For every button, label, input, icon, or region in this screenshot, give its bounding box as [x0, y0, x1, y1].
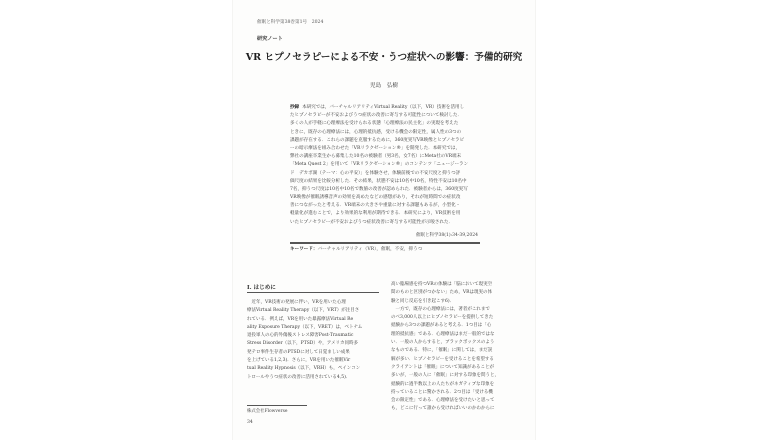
abstract-text: 本研究では，バーチャルリアリティVirtual Reality（以下，VR）技術を活用し [302, 105, 465, 110]
body-line: 療法Virtual Reality Therapy（以下，VRT）が注目さ [247, 308, 360, 314]
body-line: 持っていることに驚かされる．2つ目は「受ける機 [391, 389, 493, 395]
keywords-label: キーワード： [290, 247, 318, 252]
body-line: 験と同じ反応を引き起こす6)． [391, 298, 455, 304]
body-line: クライアントは「催眠」について知識があることが [391, 364, 494, 370]
abstract-line: たヒプノセラピーが不安およびうつ症状の改善に寄与する可能性について検討した． [290, 113, 463, 119]
abstract [290, 104, 478, 227]
article-title: VR ヒプノセラピーによる不安・うつ症状への影響：予備的研究 [245, 52, 523, 63]
body-line: を上げている1,2,3)．さらに，VRを用いた催眠Vir [247, 358, 351, 364]
abstract-line: いたヒプノセラピーが不安およびうつ症状改善に寄与する可能性が示唆された． [290, 219, 454, 225]
body-line: 高い臨場感を持つVRの体験は「脳において現実空 [391, 282, 493, 287]
abstract-line: 課題が存在する．これらの課題を克服するために，360度実写VR映像とヒプノセラピ [290, 137, 465, 143]
abstract-line: 価尺度の結果を比較分析した．その結果，状態不安は10名中10名，特性不安は10名中 [290, 178, 467, 184]
abstract-line: 7名，抑うつ尺度は10名中10名で数値の改善が認められた．被験者からは，360度実写 [290, 186, 468, 192]
body-line: 発テロ事件生存者のPTSDに対して日覚ましい成果 [247, 349, 350, 355]
body-line: い．一般の人からすると，ブラックボックスのよう [391, 340, 495, 346]
abstract-line: ド デカポ湖（テーマ：心の平安）」を体験させ，体験前後での不安尺度と抑うつ評 [290, 170, 461, 176]
body-line: 多いが，一般の人に「催眠」に対する印象を問うと， [391, 373, 499, 379]
body-line: なものである．特に，「催眠」に関しては，まだ誤 [391, 348, 493, 354]
body-line: 間のものと区別がつかない」ため，VRは現実の体 [391, 290, 492, 296]
abstract-line: 多くの人が手軽に心理療法を受けられる状態「心理療法の民主化」の実現を考えた [290, 121, 459, 127]
body-line: ality Exposure Therapy（以下，VRET）は，ベトナム [247, 324, 363, 330]
body-line: tual Reality Hypnosis（以下，VRH）も，ペインコン [247, 366, 361, 372]
abstract-lead: 抄録 [290, 105, 300, 110]
body-line: 近年，VR技術の発展に伴い，VRを用いた心理 [247, 300, 346, 305]
body-line: 解が多い．ヒプノセラピーを受けることを希望する [391, 356, 494, 362]
author-name: 児島 弘樹 [370, 83, 398, 89]
body-line: のべ3,000人以上にヒプノセラピーを提供してきた [391, 315, 494, 321]
abstract-divider [290, 242, 480, 244]
body-line: Stress Disorder（以下，PTSD）や，アメリカ同時多 [247, 341, 358, 347]
abstract-line: 「Meta Quest 2」を用いて「VRリラクゼーション®」のコンテンツ「ニュージーラン [290, 162, 469, 168]
footnote-rule [247, 405, 307, 406]
abstract-line [290, 104, 478, 112]
abstract-line: 弊社の講座卒業生から募集した10名の被験者（男3名，女7名）にMeta社のVR端末 [290, 154, 462, 160]
citation: 催眠と科学38(1):34-39,2024 [416, 233, 478, 238]
body-line: 経験的に過半数以上の人たちがネガティブな印象を [391, 381, 495, 387]
page-number: 34 [247, 420, 253, 425]
abstract-line: VR映像が催眠誘導音声の効果を高めたなどの感想があり，それが短時間での症状改 [290, 195, 461, 201]
section-heading-rule [247, 292, 379, 293]
abstract-line: ときに，既存の心理療法には，心理的抵抗感，受ける機会の限定性，属人性の3つの [290, 129, 462, 135]
body-line: も，どこに行って誰から受ければいいのかわからに [391, 406, 495, 412]
body-column-right [391, 281, 529, 414]
section-label: 研究ノート [257, 36, 283, 42]
abstract-line: ーの暗示療法を組み合わせた「VRリラクゼーション®」を開発した．本研究では， [290, 145, 461, 151]
abstract-line: 善につながったと考える．VR端末の大きさや重量に対する課題もあるが，小型化・ [290, 203, 461, 209]
body-line: れている．例えば，VRを用いた暴露療法Virtual Re [247, 316, 354, 322]
body-line: 理的抵抗感」である．心理療法はまだ一般的ではな [391, 331, 495, 337]
abstract-line: 軽量化が進むことで，より効果的な利用が期待できる．本研究により，VR技術を用 [290, 211, 461, 217]
keywords-values: バーチャルリアリティ（VR），催眠，不安，抑うつ [317, 247, 423, 252]
body-line: 一方で，既存の心理療法には，著者がこれまで [391, 306, 490, 312]
keywords [290, 246, 422, 252]
body-column-left [247, 299, 385, 382]
body-line: 経験から3つの課題があると考える．1つ目は「心 [391, 323, 492, 329]
footnote-affiliation: 株式会社Flowverse [247, 409, 288, 414]
body-line: 会の限定性」である．心理療法を受けたいと思って [391, 398, 495, 404]
paper-page [233, 0, 535, 440]
body-line: 退役軍人の心的外傷後ストレス障害Post-Traumatic [247, 333, 354, 339]
body-line: トロールやうつ症状の改善に活用されている4,5)． [247, 374, 351, 380]
section-heading: I. はじめに [247, 285, 276, 291]
running-head: 催眠と科学第38巻第1号 2024 [257, 20, 324, 25]
